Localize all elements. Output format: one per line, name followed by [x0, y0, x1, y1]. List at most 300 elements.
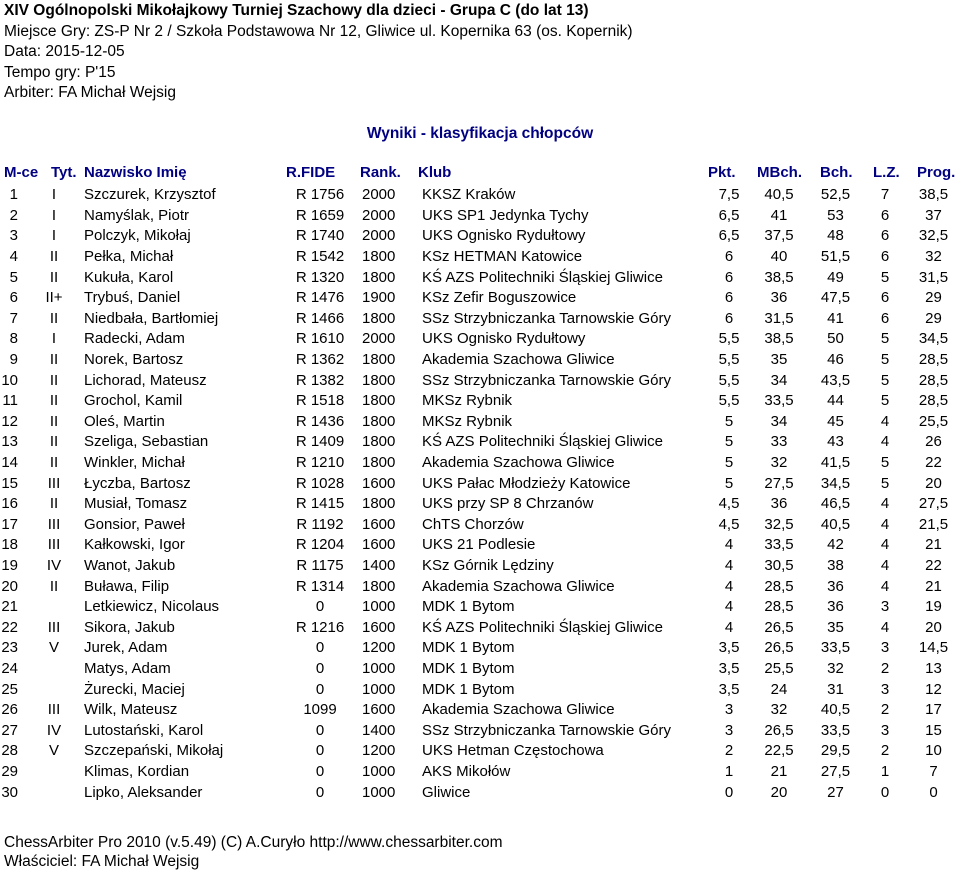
col-header-title: Tyt. [51, 164, 77, 181]
cell-fide: R 1028 [295, 474, 345, 492]
cell-mbch: 27,5 [764, 474, 794, 492]
cell-fide: R 1362 [295, 351, 345, 369]
cell-fide: R 1466 [295, 309, 345, 327]
cell-rank: 1800 [362, 433, 396, 451]
cell-pts: 6 [724, 248, 734, 266]
cell-bch: 53 [827, 206, 844, 224]
cell-place: 6 [9, 289, 18, 307]
cell-mbch: 22,5 [764, 742, 794, 760]
cell-prog: 13 [925, 659, 942, 677]
cell-lz: 4 [880, 577, 890, 595]
cell-mbch: 33,5 [764, 392, 794, 410]
cell-place: 21 [1, 598, 18, 616]
cell-fide: R 1192 [296, 515, 344, 533]
cell-mbch: 32,5 [764, 515, 794, 533]
table-row [0, 412, 960, 433]
table-row [0, 638, 960, 659]
cell-club: ChTS Chorzów [422, 515, 524, 533]
cell-mbch: 36 [770, 495, 788, 513]
cell-name: Matys, Adam [84, 659, 171, 677]
cell-bch: 40,5 [820, 515, 851, 533]
cell-club: UKS Pałac Młodzieży Katowice [422, 474, 631, 492]
col-header-lz: L.Z. [873, 164, 900, 181]
cell-prog: 20 [925, 474, 942, 492]
table-row [0, 535, 960, 556]
cell-name: Winkler, Michał [84, 454, 185, 472]
cell-title: V [48, 742, 59, 760]
cell-place: 8 [9, 330, 18, 348]
col-header-prog: Prog. [917, 164, 956, 181]
cell-title: II [49, 577, 59, 595]
cell-title: II [49, 412, 59, 430]
cell-pts: 4,5 [718, 515, 740, 533]
col-header-pts: Pkt. [708, 164, 736, 181]
cell-bch: 36 [827, 577, 844, 595]
cell-rank: 2000 [362, 330, 396, 348]
cell-name: Szczurek, Krzysztof [84, 186, 216, 204]
cell-fide: R 1314 [295, 577, 345, 595]
cell-place: 2 [9, 206, 18, 224]
cell-pts: 7,5 [718, 186, 740, 204]
cell-bch: 33,5 [820, 639, 851, 657]
cell-name: Pełka, Michał [84, 248, 174, 266]
cell-mbch: 38,5 [764, 268, 794, 286]
cell-title: IV [46, 556, 62, 574]
table-row [0, 329, 960, 350]
cell-prog: 28,5 [918, 351, 949, 369]
cell-title [32, 782, 82, 803]
cell-mbch: 25,5 [764, 659, 794, 677]
cell-mbch: 34 [770, 371, 788, 389]
cell-pts: 5,5 [718, 351, 740, 369]
cell-lz: 3 [880, 721, 890, 739]
cell-lz: 5 [880, 371, 890, 389]
cell-club: KKSZ Kraków [422, 186, 516, 204]
cell-name: Grochol, Kamil [84, 392, 183, 410]
cell-fide: R 1175 [296, 556, 344, 574]
cell-prog: 31,5 [918, 268, 949, 286]
cell-mbch: 26,5 [764, 618, 794, 636]
cell-place: 19 [1, 556, 18, 574]
cell-prog: 22 [925, 556, 942, 574]
cell-title: I [51, 186, 57, 204]
section-title: Wyniki - klasyfikacja chłopców [366, 125, 594, 142]
cell-bch: 35 [827, 618, 844, 636]
cell-bch: 46,5 [820, 495, 851, 513]
cell-fide: R 1756 [295, 186, 345, 204]
cell-lz: 5 [880, 268, 890, 286]
table-row [0, 432, 960, 453]
cell-lz: 5 [880, 392, 890, 410]
cell-place: 20 [1, 577, 18, 595]
cell-club: Akademia Szachowa Gliwice [422, 701, 615, 719]
cell-lz: 2 [880, 701, 890, 719]
cell-fide: 1099 [303, 701, 337, 719]
cell-title: II [49, 392, 59, 410]
cell-name: Lipko, Aleksander [84, 783, 203, 801]
cell-title: II [49, 454, 59, 472]
cell-title: I [51, 227, 57, 245]
cell-rank: 1600 [362, 536, 396, 554]
cell-prog: 20 [925, 618, 942, 636]
cell-lz: 0 [880, 783, 890, 801]
cell-place: 14 [1, 454, 18, 472]
cell-prog: 7 [929, 762, 938, 780]
cell-lz: 7 [880, 186, 890, 204]
cell-prog: 29 [925, 309, 942, 327]
cell-fide: R 1659 [295, 206, 345, 224]
cell-place: 13 [1, 433, 18, 451]
cell-club: KŚ AZS Politechniki Śląskiej Gliwice [422, 618, 663, 636]
cell-prog: 25,5 [918, 412, 949, 430]
cell-rank: 1000 [362, 659, 396, 677]
cell-prog: 19 [925, 598, 942, 616]
cell-pts: 6,5 [718, 206, 740, 224]
cell-lz: 5 [880, 474, 890, 492]
cell-mbch: 35 [770, 351, 788, 369]
cell-fide: 0 [315, 598, 325, 616]
table-row [0, 597, 960, 618]
cell-fide: R 1382 [295, 371, 345, 389]
cell-lz: 4 [880, 536, 890, 554]
cell-club: MDK 1 Bytom [422, 598, 515, 616]
col-header-bch: Bch. [820, 164, 853, 181]
cell-fide: R 1436 [295, 412, 345, 430]
cell-mbch: 38,5 [764, 330, 794, 348]
cell-prog: 32,5 [918, 227, 949, 245]
cell-lz: 6 [880, 289, 890, 307]
cell-lz: 4 [880, 433, 890, 451]
col-header-name: Nazwisko Imię [84, 164, 187, 181]
cell-place: 1 [9, 186, 18, 204]
cell-pts: 4 [724, 536, 734, 554]
date-line: Data: 2015-12-05 [4, 43, 125, 60]
cell-prog: 15 [925, 721, 942, 739]
cell-fide: R 1610 [295, 330, 345, 348]
cell-rank: 1600 [362, 701, 396, 719]
cell-name: Buława, Filip [84, 577, 170, 595]
col-header-rank: Rank. [360, 164, 401, 181]
cell-place: 16 [1, 495, 18, 513]
cell-place: 7 [9, 309, 18, 327]
table-row [0, 288, 960, 309]
cell-rank: 1400 [362, 556, 396, 574]
cell-title: II [49, 268, 59, 286]
cell-lz: 3 [880, 639, 890, 657]
footer-owner: Właściciel: FA Michał Wejsig [4, 853, 200, 870]
cell-fide: R 1216 [295, 618, 345, 636]
cell-title: II [49, 371, 59, 389]
cell-prog: 12 [925, 680, 942, 698]
cell-bch: 45 [827, 412, 844, 430]
cell-prog: 29 [925, 289, 942, 307]
cell-mbch: 34 [770, 412, 788, 430]
cell-bch: 38 [827, 556, 844, 574]
cell-club: AKS Mikołów [422, 762, 511, 780]
cell-fide: 0 [315, 659, 325, 677]
cell-title: III [47, 515, 61, 533]
cell-mbch: 32 [770, 454, 788, 472]
cell-prog: 21,5 [918, 515, 949, 533]
cell-bch: 50 [827, 330, 844, 348]
cell-name: Norek, Bartosz [84, 351, 184, 369]
cell-pts: 5 [724, 474, 734, 492]
cell-rank: 1600 [362, 515, 396, 533]
cell-bch: 34,5 [820, 474, 851, 492]
cell-title: II+ [45, 289, 63, 307]
table-row [0, 247, 960, 268]
cell-lz: 5 [880, 330, 890, 348]
cell-rank: 1200 [362, 639, 396, 657]
cell-name: Polczyk, Mikołaj [84, 227, 191, 245]
cell-place: 3 [9, 227, 18, 245]
cell-lz: 4 [880, 515, 890, 533]
cell-fide: 0 [315, 639, 325, 657]
cell-pts: 5 [724, 433, 734, 451]
table-row [0, 370, 960, 391]
cell-lz: 5 [880, 351, 890, 369]
cell-fide: R 1476 [295, 289, 345, 307]
cell-fide: 0 [315, 680, 325, 698]
cell-lz: 2 [880, 742, 890, 760]
cell-mbch: 36 [770, 289, 788, 307]
cell-prog: 38,5 [918, 186, 949, 204]
cell-bch: 40,5 [820, 701, 851, 719]
cell-lz: 1 [880, 762, 890, 780]
cell-club: MKSz Rybnik [422, 412, 513, 430]
results-body [0, 185, 960, 803]
cell-bch: 44 [827, 392, 844, 410]
table-row [0, 782, 960, 803]
table-row [0, 762, 960, 783]
cell-fide: 0 [315, 721, 325, 739]
tempo-line: Tempo gry: P'15 [4, 64, 116, 81]
cell-place: 27 [1, 721, 18, 739]
cell-prog: 21 [925, 536, 942, 554]
cell-fide: 0 [315, 762, 325, 780]
cell-place: 25 [1, 680, 18, 698]
cell-fide: R 1409 [295, 433, 345, 451]
arbiter-line: Arbiter: FA Michał Wejsig [4, 84, 176, 101]
cell-title: III [47, 474, 61, 492]
cell-prog: 14,5 [918, 639, 949, 657]
cell-rank: 1900 [362, 289, 396, 307]
cell-pts: 4,5 [718, 495, 740, 513]
cell-place: 11 [2, 392, 18, 410]
cell-title: II [49, 309, 59, 327]
table-row [0, 494, 960, 515]
col-header-mbch: MBch. [757, 164, 802, 181]
cell-fide: R 1210 [295, 454, 345, 472]
cell-rank: 1800 [362, 495, 396, 513]
cell-club: UKS Ognisko Rydułtowy [422, 227, 586, 245]
table-row [0, 350, 960, 371]
col-header-club: Klub [418, 164, 452, 181]
cell-title: III [47, 701, 61, 719]
cell-pts: 5,5 [718, 330, 740, 348]
cell-pts: 3 [724, 701, 734, 719]
cell-name: Niedbała, Bartłomiej [84, 309, 219, 327]
cell-mbch: 40 [770, 248, 788, 266]
col-header-place: M-ce [4, 164, 39, 181]
cell-lz: 4 [880, 556, 890, 574]
cell-bch: 43 [827, 433, 844, 451]
cell-place: 10 [1, 371, 18, 389]
cell-place: 30 [1, 783, 18, 801]
cell-pts: 1 [724, 762, 734, 780]
cell-lz: 3 [880, 598, 890, 616]
cell-club: KSz HETMAN Katowice [422, 248, 583, 266]
cell-rank: 1800 [362, 412, 396, 430]
cell-club: UKS Ognisko Rydułtowy [422, 330, 586, 348]
cell-rank: 1800 [362, 577, 396, 595]
cell-name: Musiał, Tomasz [84, 495, 188, 513]
cell-rank: 1800 [362, 351, 396, 369]
venue-line: Miejsce Gry: ZS-P Nr 2 / Szkoła Podstawowa Nr 12, Gliwice ul. Kopernika 63 (os. Kopernik) [4, 23, 633, 40]
cell-pts: 0 [724, 783, 734, 801]
cell-bch: 41,5 [820, 454, 851, 472]
cell-fide: R 1204 [295, 536, 345, 554]
cell-pts: 4 [724, 618, 734, 636]
cell-club: KSz Zefir Boguszowice [422, 289, 577, 307]
table-row [0, 309, 960, 330]
cell-mbch: 20 [770, 783, 788, 801]
cell-mbch: 28,5 [764, 598, 794, 616]
cell-pts: 4 [724, 598, 734, 616]
cell-mbch: 33 [770, 433, 788, 451]
cell-club: MDK 1 Bytom [422, 639, 515, 657]
cell-title: II [49, 351, 59, 369]
cell-rank: 1400 [362, 721, 396, 739]
cell-prog: 28,5 [918, 371, 949, 389]
cell-name: Lutostański, Karol [84, 721, 204, 739]
cell-lz: 6 [880, 309, 890, 327]
cell-title: II [49, 433, 59, 451]
cell-name: Kałkowski, Igor [84, 536, 185, 554]
cell-pts: 5,5 [718, 392, 740, 410]
table-row [0, 185, 960, 206]
cell-club: SSz Strzybniczanka Tarnowskie Góry [422, 371, 671, 389]
cell-rank: 1800 [362, 309, 396, 327]
cell-lz: 2 [880, 659, 890, 677]
cell-prog: 32 [925, 248, 942, 266]
cell-name: Szczepański, Mikołaj [84, 742, 224, 760]
cell-prog: 0 [929, 783, 938, 801]
cell-name: Łyczba, Bartosz [84, 474, 191, 492]
cell-place: 17 [1, 515, 18, 533]
cell-rank: 1800 [362, 248, 396, 266]
cell-bch: 31 [827, 680, 844, 698]
cell-name: Lichorad, Mateusz [84, 371, 207, 389]
cell-club: KŚ AZS Politechniki Śląskiej Gliwice [422, 433, 663, 451]
cell-place: 12 [1, 412, 18, 430]
cell-prog: 17 [925, 701, 942, 719]
cell-title: II [49, 248, 59, 266]
cell-mbch: 26,5 [764, 721, 794, 739]
cell-fide: R 1320 [295, 268, 345, 286]
cell-lz: 3 [880, 680, 890, 698]
cell-title: I [51, 330, 57, 348]
cell-bch: 46 [827, 351, 844, 369]
cell-place: 29 [1, 762, 18, 780]
cell-pts: 6 [724, 289, 734, 307]
cell-title: V [48, 639, 59, 657]
cell-name: Jurek, Adam [84, 639, 168, 657]
cell-club: Akademia Szachowa Gliwice [422, 351, 615, 369]
table-row [0, 576, 960, 597]
cell-place: 23 [1, 639, 18, 657]
cell-fide: 0 [315, 742, 325, 760]
table-row [0, 556, 960, 577]
footer-software: ChessArbiter Pro 2010 (v.5.49) (C) A.Curyło http://www.chessarbiter.com [4, 834, 503, 851]
table-row [0, 206, 960, 227]
cell-rank: 1000 [362, 783, 396, 801]
cell-title: I [51, 206, 57, 224]
cell-lz: 6 [880, 206, 890, 224]
cell-title: II [49, 495, 59, 513]
cell-place: 15 [1, 474, 18, 492]
cell-title [32, 679, 82, 700]
cell-prog: 22 [925, 454, 942, 472]
cell-fide: R 1415 [295, 495, 345, 513]
cell-club: Gliwice [422, 783, 471, 801]
cell-title: III [47, 536, 61, 554]
table-row [0, 515, 960, 536]
cell-pts: 6 [724, 309, 734, 327]
cell-mbch: 24 [770, 680, 788, 698]
cell-pts: 3,5 [718, 639, 740, 657]
cell-name: Kukuła, Karol [84, 268, 174, 286]
cell-mbch: 41 [770, 206, 788, 224]
cell-name: Letkiewicz, Nicolaus [84, 598, 220, 616]
cell-place: 28 [1, 742, 18, 760]
cell-prog: 37 [925, 206, 942, 224]
cell-rank: 1200 [362, 742, 396, 760]
cell-name: Klimas, Kordian [84, 762, 190, 780]
cell-name: Wanot, Jakub [84, 556, 176, 574]
cell-title: III [47, 618, 61, 636]
cell-bch: 27,5 [820, 762, 851, 780]
cell-mbch: 31,5 [764, 309, 794, 327]
cell-prog: 34,5 [918, 330, 949, 348]
cell-prog: 26 [925, 433, 942, 451]
table-row [0, 720, 960, 741]
cell-pts: 3,5 [718, 680, 740, 698]
cell-rank: 1000 [362, 762, 396, 780]
cell-rank: 2000 [362, 206, 396, 224]
cell-rank: 2000 [362, 186, 396, 204]
cell-rank: 1600 [362, 474, 396, 492]
table-row [0, 659, 960, 680]
table-row [0, 617, 960, 638]
cell-lz: 6 [880, 227, 890, 245]
cell-name: Namyślak, Piotr [84, 206, 190, 224]
cell-lz: 4 [880, 618, 890, 636]
cell-bch: 27 [827, 783, 844, 801]
cell-rank: 2000 [362, 227, 396, 245]
cell-club: Akademia Szachowa Gliwice [422, 454, 615, 472]
cell-club: SSz Strzybniczanka Tarnowskie Góry [422, 309, 671, 327]
cell-mbch: 32 [770, 701, 788, 719]
cell-bch: 52,5 [820, 186, 851, 204]
cell-mbch: 30,5 [764, 556, 794, 574]
cell-club: UKS 21 Podlesie [422, 536, 536, 554]
cell-place: 9 [9, 351, 18, 369]
cell-mbch: 40,5 [764, 186, 794, 204]
cell-rank: 1800 [362, 268, 396, 286]
cell-name: Trybuś, Daniel [84, 289, 181, 307]
cell-place: 22 [1, 618, 18, 636]
